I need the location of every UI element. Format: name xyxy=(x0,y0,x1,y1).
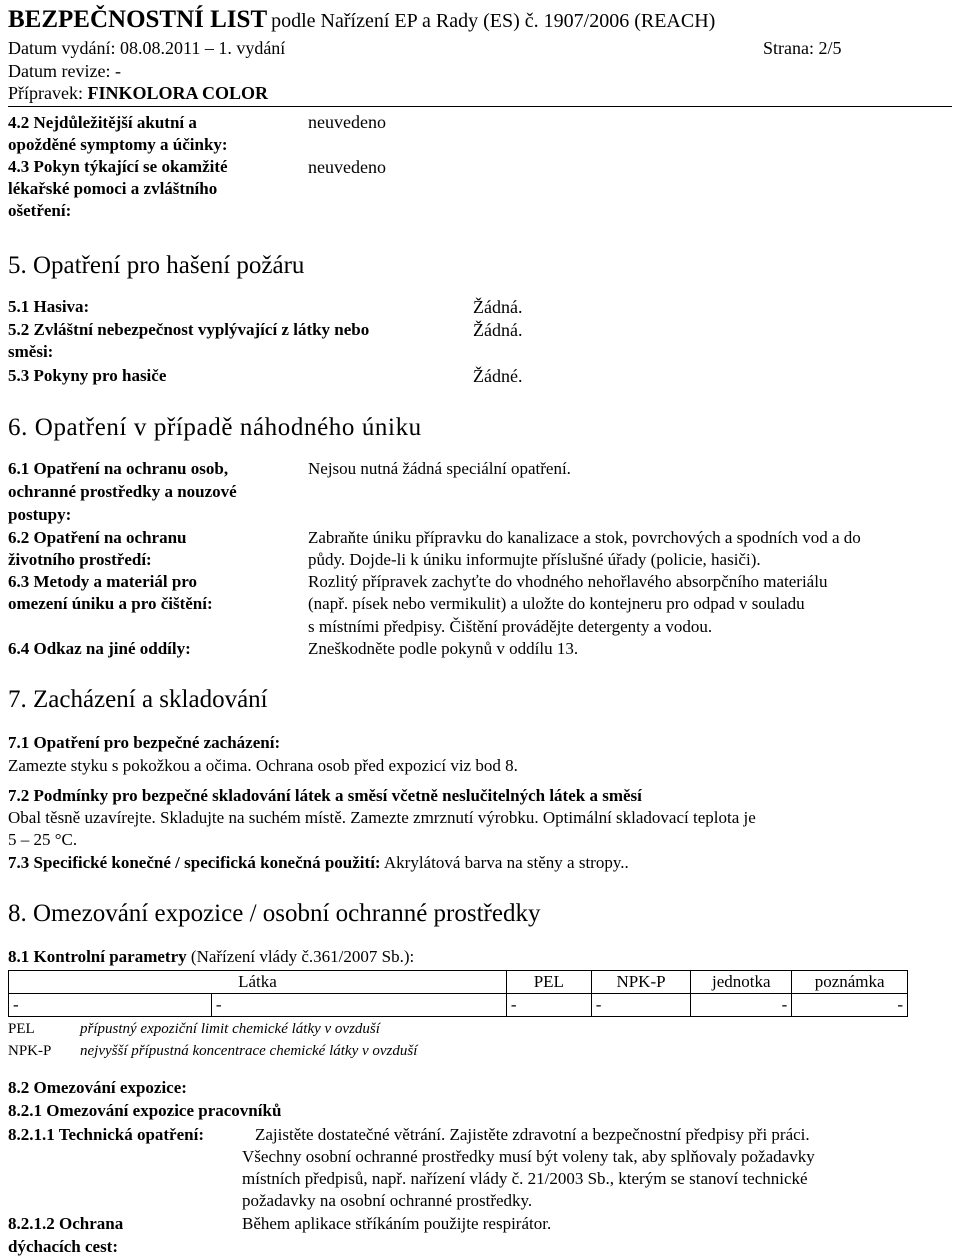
npk-abbreviation: NPK-P xyxy=(8,1043,52,1059)
s8-2-1-1-text-line1: Zajistěte dostatečné větrání. Zajistěte zdravotní a bezpečnostní předpisy při práci. xyxy=(255,1125,810,1144)
s4-2-value: neuvedeno xyxy=(308,112,386,132)
s4-2-label-line2: opožděné symptomy a účinky: xyxy=(8,135,228,154)
s5-2-label-line1: 5.2 Zvláštní nebezpečnost vyplývající z látky nebo xyxy=(8,320,370,339)
s6-1-label-line3: postupy: xyxy=(8,505,72,524)
s6-4-label: 6.4 Odkaz na jiné oddíly: xyxy=(8,639,191,658)
product-line xyxy=(8,83,268,104)
table-header-cell: jednotka xyxy=(691,971,792,994)
s6-2-value-line2: půdy. Dojde-li k úniku informujte příslušné úřady (policie, hasiči). xyxy=(308,550,761,569)
header-divider xyxy=(8,106,952,107)
table-cell: - xyxy=(591,994,690,1017)
s6-2-value-line1: Zabraňte úniku přípravku do kanalizace a stok, povrchových a spodních vod a do xyxy=(308,528,861,547)
regulation-reference: podle Nařízení EP a Rady (ES) č. 1907/2006 (REACH) xyxy=(271,10,716,32)
pel-footnote xyxy=(8,1021,380,1038)
table-cell: - xyxy=(9,994,212,1017)
document-title: BEZPEČNOSTNÍ LIST xyxy=(8,6,268,33)
s6-3-value-line2: (např. písek nebo vermikulit) a uložte do kontejneru pro odpad v souladu xyxy=(308,594,805,613)
npk-footnote xyxy=(8,1043,417,1060)
section-7-heading: 7. Zacházení a skladování xyxy=(8,686,268,713)
document-header-title-line xyxy=(8,6,715,34)
revision-date: Datum revize: - xyxy=(8,61,121,81)
s4-2-label-line1: 4.2 Nejdůležitější akutní a xyxy=(8,113,197,132)
s7-2-text-line2: 5 – 25 °C. xyxy=(8,830,78,849)
exposure-limits-table xyxy=(8,970,908,1017)
s6-3-value-line3: s místními předpisy. Čištění provádějte detergenty a vodou. xyxy=(308,617,713,636)
pel-definition: přípustný expoziční limit chemické látky v ovzduší xyxy=(80,1021,380,1037)
table-header-cell: poznámka xyxy=(792,971,908,994)
table-cell: - xyxy=(211,994,506,1017)
product-label: Přípravek: xyxy=(8,83,83,103)
s8-2-1-label: 8.2.1 Omezování expozice pracovníků xyxy=(8,1101,282,1120)
s8-2-1-1-label: 8.2.1.1 Technická opatření: xyxy=(8,1125,204,1144)
s8-2-1-1-text-line3: místních předpisů, např. nařízení vlády č. 21/2003 Sb., kterým se stanoví technické xyxy=(242,1169,808,1188)
s6-1-value: Nejsou nutná žádná speciální opatření. xyxy=(308,459,571,478)
s5-2-label-line2: směsi: xyxy=(8,342,54,361)
table-header-cell: NPK-P xyxy=(591,971,690,994)
s8-2-1-2-text: Během aplikace stříkáním použijte respirátor. xyxy=(242,1214,552,1233)
page-number: Strana: 2/5 xyxy=(763,38,842,58)
s7-1-text: Zamezte styku s pokožkou a očima. Ochrana osob před expozicí viz bod 8. xyxy=(8,756,518,775)
s5-1-label: 5.1 Hasiva: xyxy=(8,297,90,316)
s6-2-label-line2: životního prostředí: xyxy=(8,550,152,569)
s7-2-label: 7.2 Podmínky pro bezpečné skladování látek a směsí včetně neslučitelných látek a směsí xyxy=(8,786,642,805)
s7-2-text-line1: Obal těsně uzavírejte. Skladujte na suchém místě. Zamezte zmrznutí výrobku. Optimální skladovací teplota je xyxy=(8,808,756,827)
npk-definition: nejvyšší přípustná koncentrace chemické látky v ovzduší xyxy=(80,1043,418,1059)
s8-2-label: 8.2 Omezování expozice: xyxy=(8,1078,187,1097)
pel-abbreviation: PEL xyxy=(8,1021,35,1037)
table-cell: - xyxy=(792,994,908,1017)
s6-3-label-line1: 6.3 Metody a materiál pro xyxy=(8,572,198,591)
s7-3-line xyxy=(8,853,629,873)
issue-date: Datum vydání: 08.08.2011 – 1. vydání xyxy=(8,38,286,58)
s7-1-label: 7.1 Opatření pro bezpečné zacházení: xyxy=(8,733,281,752)
s6-1-label-line2: ochranné prostředky a nouzové xyxy=(8,482,237,501)
s6-2-label-line1: 6.2 Opatření na ochranu xyxy=(8,528,187,547)
s5-1-value: Žádná. xyxy=(473,297,523,317)
table-cell: - xyxy=(691,994,792,1017)
s4-3-label-line2: lékařské pomoci a zvláštního xyxy=(8,179,218,198)
s8-2-1-2-label-line2: dýchacích cest: xyxy=(8,1237,119,1256)
section-5-heading: 5. Opatření pro hašení požáru xyxy=(8,252,305,279)
table-header-cell: PEL xyxy=(506,971,591,994)
s6-4-value: Zneškodněte podle pokynů v oddílu 13. xyxy=(308,639,579,658)
table-row xyxy=(9,994,908,1017)
table-header-cell: Látka xyxy=(9,971,507,994)
table-header-row xyxy=(9,971,908,994)
section-6-heading: 6. Opatření v případě náhodného úniku xyxy=(8,414,422,441)
s4-3-value: neuvedeno xyxy=(308,157,386,177)
s5-3-value: Žádné. xyxy=(473,366,523,386)
section-8-heading: 8. Omezování expozice / osobní ochranné prostředky xyxy=(8,900,541,927)
s4-3-label-line3: ošetření: xyxy=(8,201,72,220)
s6-3-label-line2: omezení úniku a pro čištění: xyxy=(8,594,213,613)
s7-3-value: Akrylátová barva na stěny a stropy.. xyxy=(383,853,629,872)
s8-2-1-2-label-line1: 8.2.1.2 Ochrana xyxy=(8,1214,124,1233)
s8-2-1-1-text-line4: požadavky na osobní ochranné prostředky. xyxy=(242,1191,533,1210)
s8-1-label: 8.1 Kontrolní parametry xyxy=(8,947,187,966)
s8-1-line xyxy=(8,947,414,967)
table-cell: - xyxy=(506,994,591,1017)
s7-3-label: 7.3 Specifické konečné / specifická konečná použití: xyxy=(8,853,381,872)
s8-2-1-1-text-line2: Všechny osobní ochranné prostředky musí být voleny tak, aby splňovaly požadavky xyxy=(242,1147,815,1166)
s5-3-label: 5.3 Pokyny pro hasiče xyxy=(8,366,167,385)
product-name: FINKOLORA COLOR xyxy=(87,83,269,103)
s8-1-reference: (Nařízení vlády č.361/2007 Sb.): xyxy=(190,947,415,966)
s4-3-label-line1: 4.3 Pokyn týkající se okamžité xyxy=(8,157,228,176)
s6-1-label-line1: 6.1 Opatření na ochranu osob, xyxy=(8,459,229,478)
s5-2-value: Žádná. xyxy=(473,320,523,340)
s6-3-value-line1: Rozlitý přípravek zachyťte do vhodného nehořlavého absorpčního materiálu xyxy=(308,572,828,591)
